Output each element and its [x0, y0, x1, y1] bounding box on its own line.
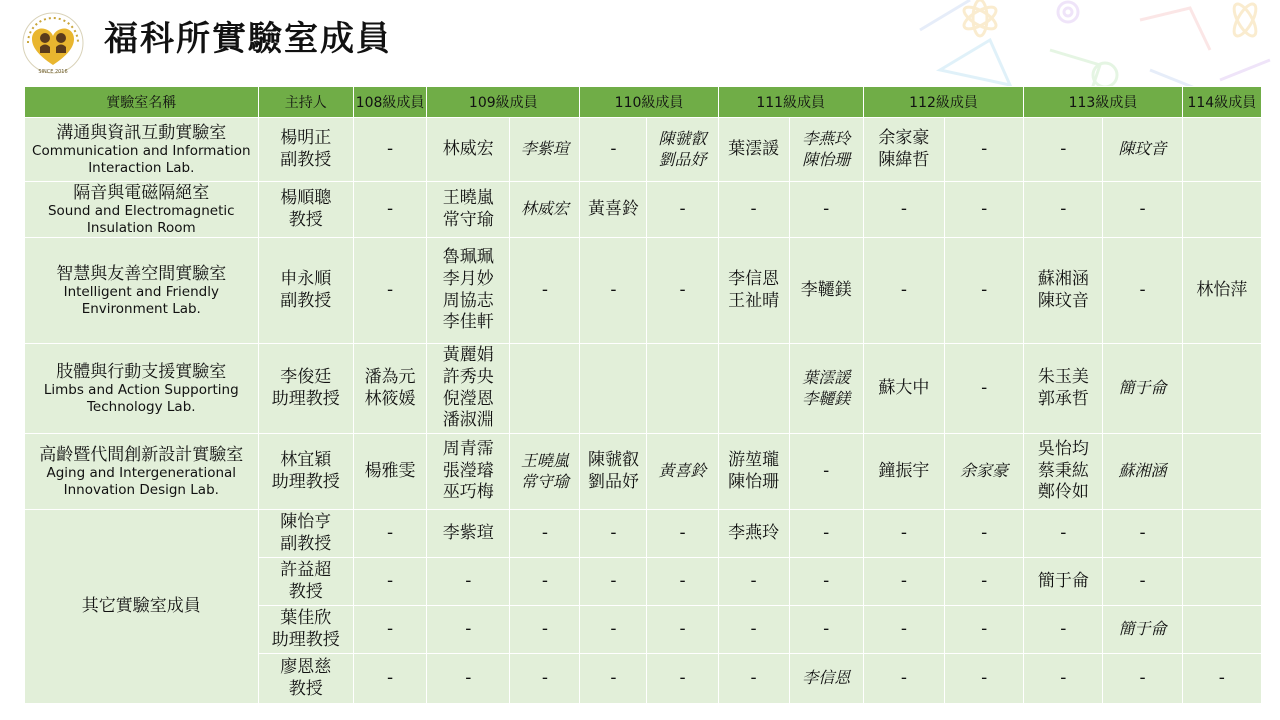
member-name: - — [541, 618, 548, 639]
member-name: - — [900, 279, 907, 300]
lab-name-en: Sound and Electromagnetic Insulation Room — [47, 203, 235, 236]
member-cell — [427, 606, 510, 654]
member-cell — [1103, 238, 1182, 344]
member-cell — [789, 654, 863, 704]
member-cell — [945, 182, 1024, 238]
member-name: 王曉嵐 — [520, 451, 569, 471]
member-cell — [1103, 118, 1182, 182]
member-cell — [647, 118, 718, 182]
member-name: 簡于侖 — [1118, 619, 1167, 639]
member-name: 李紫瑄 — [520, 139, 569, 159]
host-cell — [258, 606, 353, 654]
member-cell — [1182, 510, 1261, 558]
member-cell — [945, 434, 1024, 510]
table-row — [25, 118, 1262, 182]
member-name: 葉澐諼 — [728, 138, 780, 159]
member-name: 李信恩 — [728, 268, 780, 289]
member-cell — [718, 118, 789, 182]
member-cell — [1182, 182, 1261, 238]
member-name: 鐘振宇 — [878, 460, 930, 481]
member-cell — [354, 344, 427, 434]
member-cell — [354, 654, 427, 704]
member-name: - — [679, 570, 686, 591]
table-row — [25, 510, 1262, 558]
page-title: 福科所實驗室成員 — [104, 19, 392, 59]
member-cell — [354, 510, 427, 558]
lab-name-zh: 溝通與資訊互動實驗室 — [56, 122, 227, 143]
member-cell — [354, 606, 427, 654]
member-name: 簡于侖 — [1037, 570, 1089, 591]
lab-name-cell — [25, 434, 259, 510]
member-name: 巫巧梅 — [442, 482, 494, 503]
member-name: 李佳軒 — [442, 312, 494, 333]
member-name: 李韆鎂 — [800, 279, 852, 300]
member-cell — [718, 434, 789, 510]
member-name: 王曉嵐 — [442, 187, 494, 208]
member-cell — [789, 558, 863, 606]
member-name: - — [1060, 198, 1067, 219]
member-name: 劉品妤 — [658, 149, 707, 169]
member-name: 常守瑜 — [442, 209, 494, 230]
member-name: 余家豪 — [878, 127, 930, 148]
member-name: - — [750, 570, 757, 591]
member-name: 蘇湘涵 — [1037, 268, 1089, 289]
member-cell — [945, 118, 1024, 182]
member-name: 葉澐諼 — [802, 368, 851, 388]
host-title: 教授 — [288, 678, 323, 699]
member-cell — [863, 558, 944, 606]
member-name: - — [900, 198, 907, 219]
member-name: - — [387, 138, 394, 159]
table-row — [25, 182, 1262, 238]
member-cell — [510, 606, 580, 654]
member-name: 張瀅璿 — [442, 460, 494, 481]
member-cell — [1024, 238, 1103, 344]
member-cell — [647, 182, 718, 238]
member-cell — [1024, 434, 1103, 510]
member-cell — [354, 558, 427, 606]
member-cell — [863, 344, 944, 434]
member-cell — [718, 238, 789, 344]
host-name: 楊順聰 — [280, 187, 332, 208]
member-cell — [580, 510, 647, 558]
member-cell — [580, 606, 647, 654]
member-name: 蘇大中 — [878, 377, 930, 398]
member-cell — [354, 118, 427, 182]
host-name: 葉佳欣 — [280, 607, 332, 628]
member-cell — [1103, 510, 1182, 558]
member-name: - — [823, 460, 830, 481]
member-cell — [580, 238, 647, 344]
member-name: 李韆鎂 — [802, 388, 851, 408]
member-name: - — [679, 667, 686, 688]
member-name: 林筱媛 — [364, 388, 416, 409]
member-cell — [718, 344, 789, 434]
member-name: 潘為元 — [364, 366, 416, 387]
member-name: 黃喜鈴 — [587, 198, 639, 219]
member-name: 李月妙 — [442, 268, 494, 289]
member-name: - — [1060, 618, 1067, 639]
member-cell — [863, 182, 944, 238]
host-title: 教授 — [288, 209, 323, 230]
member-name: - — [823, 522, 830, 543]
member-name: 蘇湘涵 — [1118, 461, 1167, 481]
member-name: 許秀央 — [442, 366, 494, 387]
member-cell — [580, 654, 647, 704]
member-name: 魯珮珮 — [442, 247, 494, 267]
host-cell — [258, 118, 353, 182]
member-cell — [1182, 238, 1261, 344]
member-name: - — [823, 570, 830, 591]
member-name: 倪瀅恩 — [442, 388, 494, 409]
member-cell — [863, 606, 944, 654]
member-cell — [718, 654, 789, 704]
member-name: 黃喜鈴 — [658, 461, 707, 481]
member-cell — [789, 434, 863, 510]
member-name: - — [981, 522, 988, 543]
member-cell — [863, 238, 944, 344]
host-cell — [258, 182, 353, 238]
lab-name-zh: 智慧與友善空間實驗室 — [56, 263, 227, 284]
host-name: 楊明正 — [280, 127, 332, 148]
host-title: 助理教授 — [271, 388, 340, 409]
member-name: 陳虢叡 — [587, 449, 639, 470]
member-cell — [1103, 182, 1182, 238]
host-title: 助理教授 — [271, 629, 340, 650]
member-name: 朱玉美 — [1037, 366, 1089, 387]
member-cell — [427, 510, 510, 558]
member-cell — [1024, 344, 1103, 434]
member-cell — [427, 434, 510, 510]
host-cell — [258, 344, 353, 434]
member-name: - — [1060, 138, 1067, 159]
member-cell — [863, 654, 944, 704]
member-cell — [1024, 510, 1103, 558]
member-cell — [647, 434, 718, 510]
member-cell — [510, 118, 580, 182]
host-name: 許益超 — [280, 559, 332, 580]
member-cell — [427, 344, 510, 434]
member-name: - — [610, 138, 617, 159]
member-name: - — [465, 618, 472, 639]
host-name: 廖恩慈 — [280, 656, 332, 677]
host-cell — [258, 434, 353, 510]
member-cell — [1182, 434, 1261, 510]
lab-name-cell — [25, 238, 259, 344]
host-title: 教授 — [288, 581, 323, 602]
member-cell — [718, 606, 789, 654]
member-name: 林威宏 — [442, 138, 494, 159]
member-cell — [1103, 558, 1182, 606]
member-cell — [1103, 654, 1182, 704]
member-cell — [863, 510, 944, 558]
member-name: - — [541, 570, 548, 591]
member-name: - — [387, 522, 394, 543]
member-cell — [580, 182, 647, 238]
header-110: 110級成員 — [580, 87, 718, 118]
member-name: 陳怡珊 — [728, 471, 780, 492]
member-name: - — [679, 198, 686, 219]
member-name: - — [900, 618, 907, 639]
member-name: - — [1218, 667, 1225, 688]
member-name: - — [679, 618, 686, 639]
member-name: - — [541, 667, 548, 688]
member-cell — [1024, 182, 1103, 238]
member-cell — [647, 654, 718, 704]
member-name: - — [981, 570, 988, 591]
member-name: - — [610, 522, 617, 543]
member-cell — [1024, 118, 1103, 182]
member-name: - — [541, 279, 548, 300]
header-113: 113級成員 — [1024, 87, 1182, 118]
member-name: 楊雅雯 — [364, 460, 416, 481]
member-cell — [427, 118, 510, 182]
member-cell — [1103, 434, 1182, 510]
member-cell — [945, 558, 1024, 606]
table-row — [25, 238, 1262, 344]
member-name: - — [610, 667, 617, 688]
member-name: - — [610, 279, 617, 300]
member-name: 李燕玲 — [728, 522, 780, 543]
table-row — [25, 344, 1262, 434]
member-cell — [580, 118, 647, 182]
host-cell — [258, 238, 353, 344]
member-name: - — [823, 618, 830, 639]
header-row — [25, 87, 1262, 118]
member-name: - — [1139, 667, 1146, 688]
member-cell — [789, 510, 863, 558]
member-name: 潘淑淵 — [442, 410, 494, 431]
member-cell — [427, 654, 510, 704]
member-cell — [863, 434, 944, 510]
member-name: - — [387, 570, 394, 591]
member-name: 蔡秉紘 — [1037, 460, 1089, 481]
member-cell — [863, 118, 944, 182]
member-name: - — [750, 198, 757, 219]
lab-name-en: Limbs and Action Supporting Technology Lab. — [43, 382, 239, 415]
member-name: 游堃瓏 — [728, 449, 780, 470]
lab-name-en: Aging and Intergenerational Innovation Design Lab. — [46, 465, 237, 498]
header-111: 111級成員 — [718, 87, 863, 118]
lab-name-cell — [25, 182, 259, 238]
member-name: - — [981, 667, 988, 688]
member-name: - — [823, 198, 830, 219]
member-cell — [580, 434, 647, 510]
member-cell — [510, 510, 580, 558]
host-title: 助理教授 — [271, 471, 340, 492]
lab-members-table — [24, 86, 1262, 704]
host-name: 李俊廷 — [280, 366, 332, 387]
member-name: 林怡萍 — [1196, 279, 1248, 300]
member-name: - — [387, 198, 394, 219]
member-name: 鄭伶如 — [1037, 482, 1089, 503]
member-cell — [1024, 558, 1103, 606]
header-host: 主持人 — [258, 87, 353, 118]
host-name: 申永順 — [280, 268, 332, 289]
member-cell — [1182, 118, 1261, 182]
member-cell — [718, 558, 789, 606]
member-name: 李信恩 — [802, 668, 851, 688]
member-cell — [1182, 344, 1261, 434]
member-name: - — [541, 522, 548, 543]
member-cell — [1103, 344, 1182, 434]
host-name: 林宜穎 — [280, 449, 332, 470]
member-name: 李燕玲 — [802, 129, 851, 149]
member-cell — [647, 606, 718, 654]
member-cell — [1182, 654, 1261, 704]
lab-name-zh: 肢體與行動支援實驗室 — [56, 361, 227, 382]
host-cell — [258, 510, 353, 558]
member-cell — [427, 182, 510, 238]
member-name: 王祉晴 — [728, 290, 780, 311]
header-lab-name: 實驗室名稱 — [25, 87, 259, 118]
member-cell — [354, 434, 427, 510]
member-name: 陳緯哲 — [878, 149, 930, 170]
member-name: - — [900, 522, 907, 543]
host-title: 副教授 — [280, 533, 332, 554]
member-name: - — [1060, 667, 1067, 688]
member-cell — [945, 654, 1024, 704]
host-title: 副教授 — [280, 290, 332, 311]
member-cell — [510, 434, 580, 510]
member-name: 林威宏 — [520, 199, 569, 219]
member-cell — [789, 118, 863, 182]
member-name: 陳玟音 — [1037, 290, 1089, 311]
member-cell — [427, 238, 510, 344]
member-name: - — [750, 618, 757, 639]
member-cell — [647, 510, 718, 558]
member-name: - — [750, 667, 757, 688]
member-name: 李紫瑄 — [442, 522, 494, 543]
lab-name-en: Communication and Information Interaction Lab. — [32, 143, 251, 176]
lab-name-cell — [25, 344, 259, 434]
host-cell — [258, 654, 353, 704]
member-cell — [510, 344, 580, 434]
header-114: 114級成員 — [1182, 87, 1261, 118]
member-cell — [1024, 606, 1103, 654]
member-cell — [354, 182, 427, 238]
member-name: 陳虢叡 — [658, 129, 707, 149]
member-name: - — [1139, 279, 1146, 300]
member-name: 常守瑜 — [520, 471, 569, 491]
lab-name-zh: 高齡暨代間創新設計實驗室 — [39, 444, 244, 465]
member-name: - — [465, 570, 472, 591]
member-name: - — [679, 279, 686, 300]
member-name: - — [981, 138, 988, 159]
member-cell — [427, 558, 510, 606]
member-cell — [510, 238, 580, 344]
member-name: - — [387, 618, 394, 639]
member-cell — [789, 238, 863, 344]
member-cell — [580, 344, 647, 434]
member-name: 周青霈 — [442, 438, 494, 459]
lab-name-cell — [25, 118, 259, 182]
institute-logo — [22, 11, 84, 77]
header-112: 112級成員 — [863, 87, 1023, 118]
member-name: - — [610, 618, 617, 639]
member-cell — [789, 344, 863, 434]
header-109: 109級成員 — [427, 87, 580, 118]
member-name: 陳玟音 — [1118, 139, 1167, 159]
member-cell — [789, 606, 863, 654]
logo-caption: SINCE 2016 — [38, 69, 68, 75]
member-cell — [647, 558, 718, 606]
member-name: - — [900, 667, 907, 688]
member-cell — [1024, 654, 1103, 704]
member-name: - — [610, 570, 617, 591]
member-cell — [945, 238, 1024, 344]
member-name: - — [1139, 522, 1146, 543]
member-cell — [945, 510, 1024, 558]
member-name: 劉品妤 — [587, 471, 639, 492]
member-cell — [1103, 606, 1182, 654]
member-cell — [647, 344, 718, 434]
other-members-label: 其它實驗室成員 — [25, 510, 259, 704]
member-name: - — [679, 522, 686, 543]
member-name: 吳怡均 — [1037, 438, 1089, 459]
host-name: 陳怡亨 — [280, 511, 332, 532]
member-name: 簡于侖 — [1118, 378, 1167, 398]
lab-name-en: Intelligent and Friendly Environment Lab. — [63, 284, 219, 317]
member-cell — [510, 182, 580, 238]
table-row — [25, 434, 1262, 510]
member-name: 郭承哲 — [1037, 388, 1089, 409]
member-cell — [1182, 558, 1261, 606]
member-name: - — [900, 570, 907, 591]
member-cell — [647, 238, 718, 344]
member-cell — [1182, 606, 1261, 654]
member-name: - — [981, 198, 988, 219]
member-cell — [510, 654, 580, 704]
member-name: 周協志 — [442, 290, 494, 311]
host-title: 副教授 — [280, 149, 332, 170]
header-108: 108級成員 — [354, 87, 427, 118]
host-cell — [258, 558, 353, 606]
member-cell — [945, 344, 1024, 434]
member-name: 黃麗娟 — [442, 345, 494, 365]
member-name: 余家豪 — [960, 461, 1009, 481]
lab-name-zh: 隔音與電磁隔絕室 — [73, 182, 210, 203]
member-name: - — [1139, 198, 1146, 219]
member-name: - — [981, 279, 988, 300]
member-cell — [580, 558, 647, 606]
member-cell — [945, 606, 1024, 654]
member-cell — [510, 558, 580, 606]
member-name: - — [465, 667, 472, 688]
member-name: - — [981, 377, 988, 398]
member-name: - — [1139, 570, 1146, 591]
member-cell — [718, 510, 789, 558]
member-name: 陳怡珊 — [802, 149, 851, 169]
member-name: - — [1060, 522, 1067, 543]
member-cell — [718, 182, 789, 238]
member-name: - — [387, 279, 394, 300]
member-name: - — [387, 667, 394, 688]
member-cell — [354, 238, 427, 344]
member-cell — [789, 182, 863, 238]
member-name: - — [981, 618, 988, 639]
